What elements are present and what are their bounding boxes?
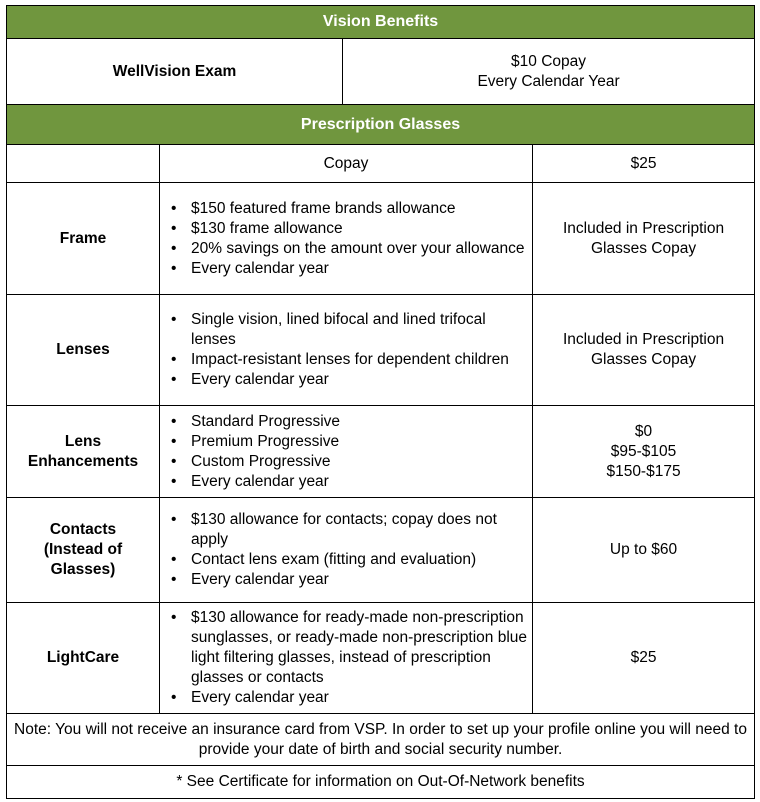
vision-benefits-table <box>6 5 755 799</box>
benefit-detail-item: • $130 allowance for ready-made non-prescription sunglasses, or ready-made non-prescription blue light filtering glasses, instead of prescription glasses or contacts <box>191 608 532 688</box>
exam-value-line: Every Calendar Year <box>477 72 620 90</box>
benefit-detail-item: • Every calendar year <box>191 688 532 708</box>
benefit-detail-item: • Standard Progressive <box>191 412 532 432</box>
benefit-value-line: Included in Prescription <box>562 219 725 237</box>
benefit-label-line: LightCare <box>46 649 120 666</box>
benefit-value-line: Included in Prescription <box>562 331 725 348</box>
vision-benefits-header: Vision Benefits <box>7 6 755 39</box>
benefit-label-line: Glasses) <box>50 561 116 578</box>
benefit-detail-item: • Custom Progressive <box>191 452 532 472</box>
benefit-label-line: Frame <box>59 229 107 247</box>
benefit-rows <box>7 183 755 714</box>
benefit-row-contacts <box>7 498 755 603</box>
copay-row-empty-cell <box>7 145 160 183</box>
benefit-detail-list <box>160 608 532 708</box>
profile-note: Note: You will not receive an insurance card from VSP. In order to set up your profile online you will need to provide your date of birth and social security number. <box>7 714 755 766</box>
benefit-detail-item: • Single vision, lined bifocal and lined trifocal lenses <box>191 310 532 350</box>
benefit-value <box>533 295 755 406</box>
benefit-detail-item: • Premium Progressive <box>191 432 532 452</box>
benefit-detail-item: • Every calendar year <box>191 370 532 390</box>
benefit-label-line: (Instead of <box>43 541 123 558</box>
benefit-label <box>7 498 160 603</box>
benefit-detail-list <box>160 510 532 590</box>
copay-value: $25 <box>533 145 755 183</box>
benefit-detail-item: • Contact lens exam (fitting and evaluation) <box>191 550 532 570</box>
benefit-row-lenses <box>7 295 755 406</box>
benefit-detail-item: • $130 allowance for contacts; copay does not apply <box>191 510 532 550</box>
benefit-details <box>160 603 533 714</box>
benefit-label <box>7 295 160 406</box>
benefit-detail-item: • Every calendar year <box>191 472 532 492</box>
benefit-details <box>160 498 533 603</box>
benefit-detail-list <box>160 199 532 279</box>
benefit-label-line: Contacts <box>49 521 117 538</box>
benefit-row-frame <box>7 183 755 295</box>
benefit-value-line: $0 <box>634 422 653 440</box>
benefit-detail-list <box>160 412 532 492</box>
benefit-detail-item: • Impact-resistant lenses for dependent children <box>191 350 532 370</box>
exam-value <box>343 39 755 105</box>
benefit-detail-list <box>160 310 532 390</box>
benefit-detail-item: • Every calendar year <box>191 570 532 590</box>
benefit-label <box>7 183 160 295</box>
benefit-row-lightcare <box>7 603 755 714</box>
benefit-detail-item: • $130 frame allowance <box>191 219 532 239</box>
benefit-value-line: Glasses Copay <box>590 351 697 368</box>
benefit-value-line: $95-$105 <box>610 442 677 460</box>
benefit-value-line: $150-$175 <box>606 462 681 480</box>
prescription-glasses-header: Prescription Glasses <box>7 105 755 145</box>
exam-value-line: $10 Copay <box>511 52 587 70</box>
benefit-value <box>533 406 755 498</box>
benefit-label <box>7 406 160 498</box>
benefit-details <box>160 295 533 406</box>
benefit-detail-item: • Every calendar year <box>191 259 532 279</box>
copay-label: Copay <box>160 145 533 183</box>
benefit-value <box>533 603 755 714</box>
benefit-value-line: Glasses Copay <box>590 239 697 257</box>
benefit-value-line: $25 <box>630 649 657 666</box>
benefit-label-line: Enhancements <box>27 452 139 470</box>
benefit-label <box>7 603 160 714</box>
benefit-details <box>160 406 533 498</box>
exam-label: WellVision Exam <box>7 39 343 105</box>
benefit-value <box>533 183 755 295</box>
benefit-details <box>160 183 533 295</box>
benefit-label-line: Lens <box>64 432 102 450</box>
benefit-detail-item: • 20% savings on the amount over your allowance <box>191 239 532 259</box>
benefit-row-lens-enhancements <box>7 406 755 498</box>
benefit-value-line: Up to $60 <box>609 541 678 558</box>
benefit-value <box>533 498 755 603</box>
benefit-label-line: Lenses <box>56 341 110 358</box>
out-of-network-footnote: * See Certificate for information on Out-Of-Network benefits <box>7 766 755 799</box>
benefit-detail-item: • $150 featured frame brands allowance <box>191 199 532 219</box>
